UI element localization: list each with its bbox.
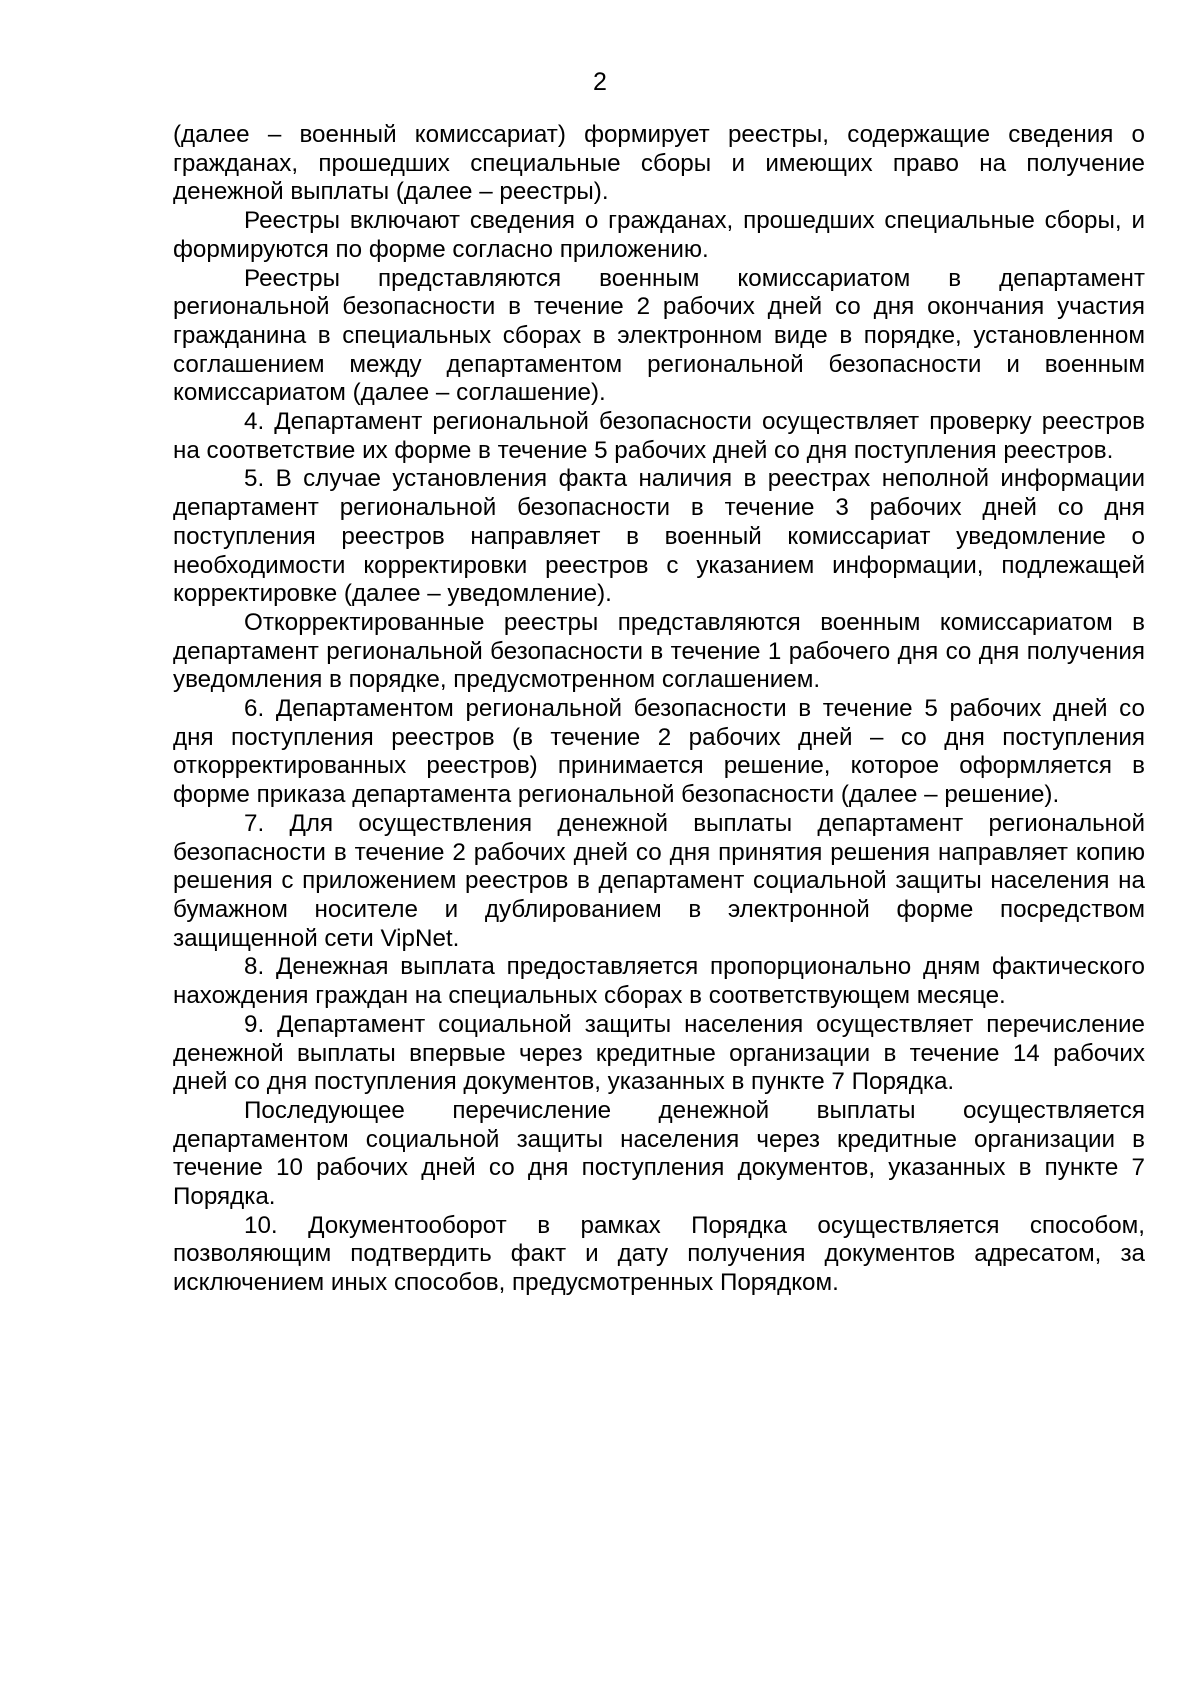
paragraph-registry-contents: Реестры включают сведения о гражданах, прошедших специальные сборы, и формируются по форме согласно приложению. [173,207,1145,263]
paragraph-item-5: 5. В случае установления факта наличия в реестрах неполной информации департамент региональной безопасности в течение 3 рабочих дней со дня поступления реестров направляет в военный комиссариат уведомление о необходимости корректировки реестров с указанием информации, подлежащей корректировке (далее – уведомление). [173,465,1145,608]
paragraph-item-6: 6. Департаментом региональной безопасности в течение 5 рабочих дней со дня поступления реестров (в течение 2 рабочих дней – со дня поступления откорректированных реестров) принимается решение, которое оформляется в форме приказа департамента региональной безопасности (далее – решение). [173,695,1145,809]
paragraph-subsequent-transfer: Последующее перечисление денежной выплаты осуществляется департаментом социальной защиты населения через кредитные организации в течение 10 рабочих дней со дня поступления документов, указанных в пункте 7 Порядка. [173,1096,1145,1211]
document-body [173,121,1145,1298]
paragraph-item-8: 8. Денежная выплата предоставляется пропорционально дням фактического нахождения граждан на специальных сборах в соответствующем месяце. [173,953,1145,1010]
paragraph-corrected-registries: Откорректированные реестры представляются военным комиссариатом в департамент региональной безопасности в течение 1 рабочего дня со дня получения уведомления в порядке, предусмотренном соглашением. [173,608,1145,694]
paragraph-registry-submission: Реестры представляются военным комиссариатом в департамент региональной безопасности в течение 2 рабочих дней со дня окончания участия гражданина в специальных сборах в электронном виде в порядке, установленном соглашением между департаментом региональной безопасности и военным комиссариатом (далее – соглашение). [173,264,1145,407]
paragraph-item-10: 10. Документооборот в рамках Порядка осуществляется способом, позволяющим подтвердить факт и дату получения документов адресатом, за исключением иных способов, предусмотренных Порядком. [173,1211,1145,1297]
paragraph-item-9: 9. Департамент социальной защиты населения осуществляет перечисление денежной выплаты впервые через кредитные организации в течение 14 рабочих дней со дня поступления документов, указанных в пункте 7 Порядка. [173,1010,1145,1096]
paragraph-continuation: (далее – военный комиссариат) формирует реестры, содержащие сведения о гражданах, прошедших специальные сборы и имеющих право на получение денежной выплаты (далее – реестры). [173,121,1145,206]
page-number: 2 [593,68,607,96]
paragraph-item-7: 7. Для осуществления денежной выплаты департамент региональной безопасности в течение 2 рабочих дней со дня принятия решения направляет копию решения с приложением реестров в департамент социальной защиты населения на бумажном носителе и дублированием в электронной форме посредством защищенной сети VipNet. [173,809,1145,952]
paragraph-item-4: 4. Департамент региональной безопасности осуществляет проверку реестров на соответствие их форме в течение 5 рабочих дней со дня поступления реестров. [173,408,1145,464]
